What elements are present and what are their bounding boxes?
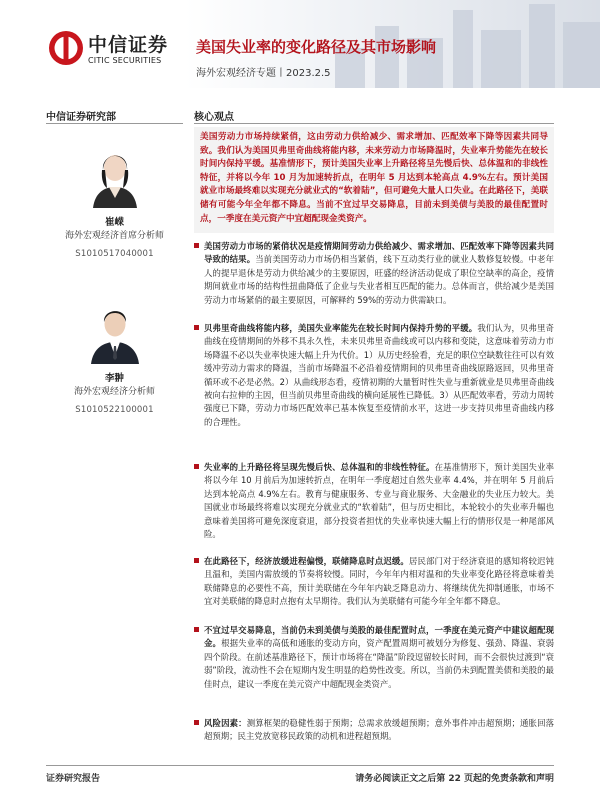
footer-divider — [46, 765, 554, 766]
analyst-name: 崔嵘 — [104, 217, 124, 228]
research-dept-heading: 中信证券研究部 — [46, 112, 116, 123]
bullet-body: 在基准情形下，预计美国失业率将以今年 10 月前后为加速转折点，在明年一季度超过自然失业率 4.4%，并在明年 5 月前后达到本轮高点 4.9%左右。教育与健康服务、专业与商业服务、大金融业的失业压力较大。美国就业市场最终将难以实现充分就业式的“软着陆”，但与历史相比，本轮较小的失业率升幅也意味着美国将可避免深度衰退，部分投资者担忧的失业率快速大幅上行的情形仅是一种尾部风险。 — [204, 462, 555, 540]
bullet-body: 根据失业率的高低和通胀的变动方向，资产配置周期可被划分为修复、强劲、降温、衰弱四个阶段。在前述基准路径下，预计市场将在“降温”阶段逗留较长时间，而不会很快过渡到“衰弱”阶段，流动性不会在短期内发生明显的趋势性改变。所以，当前仍未到配置美债和美股的最佳时点，建议一季度在美元资产中超配现金类资产。 — [204, 638, 555, 689]
bullet-paragraph — [194, 322, 554, 429]
bullet-body: 居民部门对于经济衰退的感知将较迟钝且温和，美国内需放缓的节奏将较慢。同时，今年年内相对温和的失业率变化路径将意味着美联储降息的必要性不高，预计美联储在今年年内缺乏降息动力、将继续优先抑制通胀，市场不宜对美联储的降息时点抱有太早期待。我们认为美联储有可能今年全年都不降息。 — [204, 556, 555, 607]
bullet-lead: 在此路径下，经济放缓进程偏慢，联储降息时点迟缓。 — [204, 556, 409, 566]
analyst-name: 李翀 — [104, 373, 124, 384]
analyst-license-id: S1010517040001 — [75, 249, 154, 259]
bullet-lead: 贝弗里奇曲线将能内移，美国失业率能先在较长时间内保持升势的平缓。 — [204, 323, 478, 333]
analyst-license-id: S1010522100001 — [75, 405, 154, 415]
footer-report-type: 证券研究报告 — [46, 774, 101, 784]
analyst-photo-icon — [87, 296, 143, 364]
analyst-card — [46, 296, 183, 415]
bullet-lead: 美国劳动力市场的紧俏状况是疫情期间劳动力供给减少、需求增加、匹配效率下降等因素共同导致的结果。 — [204, 241, 554, 265]
bullet-body: 测算框架的稳健性弱于预期；总需求放缓超预期；意外事件冲击超预期；通胀回落超预期；民主党放宽移民政策的动机和进程超预期。 — [204, 718, 554, 742]
report-subtitle: 海外宏观经济专题丨2023.2.5 — [196, 68, 331, 79]
bullet-lead: 风险因素： — [204, 718, 247, 728]
bullet-lead: 失业率的上升路径将呈现先慢后快、总体温和的非线性特征。 — [204, 462, 435, 472]
citic-logo-icon — [48, 30, 84, 66]
bullet-lead: 不宜过早交易降息，当前仍未到美债与美股的最佳配置时点，一季度在美元资产中建议超配现金。 — [204, 625, 554, 649]
bullet-body: 当前美国劳动力市场仍相当紧俏，线下互动类行业的就业人数修复较慢。中老年人的提早退休是劳动力供给减少的主要原因，旺盛的经济活动促成了职位空缺率的高企，疫情期间就业市场的结构性扭曲降低了企业与失业者相互匹配的能力。总体而言，供给减少是美国劳动力市场紧俏的最主要原因，可解释约 59%的劳动力供需缺口。 — [204, 254, 555, 305]
bullet-paragraph — [194, 717, 554, 744]
left-divider — [46, 123, 183, 124]
analyst-role: 海外宏观经济首席分析师 — [64, 231, 164, 241]
avatar — [87, 140, 143, 208]
citic-logo — [48, 28, 176, 74]
analyst-card — [46, 140, 183, 259]
report-title: 美国失业率的变化路径及其市场影响 — [196, 38, 437, 56]
logo-text-cn: 中信证券 — [88, 34, 169, 56]
report-header — [0, 0, 600, 88]
bullet-paragraph — [194, 624, 554, 691]
bullet-paragraph — [194, 240, 554, 307]
analyst-photo-icon — [87, 140, 143, 208]
bullet-body: 我们认为，贝弗里奇曲线在疫情期间的外移不具永久性，未来贝弗里奇曲线或可以内移和变陡，这意味着劳动力市场降温不必以失业率快速大幅上升为代价。1）从历史经验看，充足的职位空缺数往往可以有效缓冲劳动力需求的降温，当前市场降温不必沿着疫情期间的贝弗里奇曲线原路返回，贝弗里奇循环或不必是必然。2）从曲线形态看，疫情初期的大量暂时性失业与重新就业是贝弗里奇曲线被向右拉伸的主因，但当前贝弗里奇曲线的横向延展性已降低。3）从匹配效率看，劳动力周转强度已下降，劳动力市场匹配效率已基本恢复至疫情前水平，这进一步支持贝弗里奇曲线内移的合理性。 — [204, 323, 555, 427]
logo-text-en: CITIC SECURITIES — [88, 56, 162, 65]
footer-disclaimer: 请务必阅读正文之后第 22 页起的免责条款和声明 — [355, 774, 554, 784]
summary-box: 美国劳动力市场持续紧俏，这由劳动力供给减少、需求增加、匹配效率下降等因素共同导致。我们认为美国贝弗里奇曲线将能内移，未来劳动力市场降温时，失业率升势能先在较长时间内保持平缓。基准情形下，预计美国失业率上升路径将呈先慢后快、总体温和的非线性特征，并将以今年 10 月为加速转折点，在明年 5 月达到本轮高点 4.9%左右。预计美国就业市场最终难以实现充分就业式的“软着陆”，但可避免大量人口失业。在此路径下，美联储有可能今年全年都不降息。当前不宜过早交易降息，目前未到美债与美股的最佳配置时点，一季度在美元资产中宜超配现金类资产。 — [194, 127, 554, 233]
core-views-heading: 核心观点 — [194, 112, 234, 123]
right-divider — [194, 123, 554, 124]
bullet-paragraph — [194, 555, 554, 609]
analyst-role: 海外宏观经济分析师 — [73, 387, 155, 397]
avatar — [87, 296, 143, 364]
bullet-paragraph — [194, 461, 554, 541]
